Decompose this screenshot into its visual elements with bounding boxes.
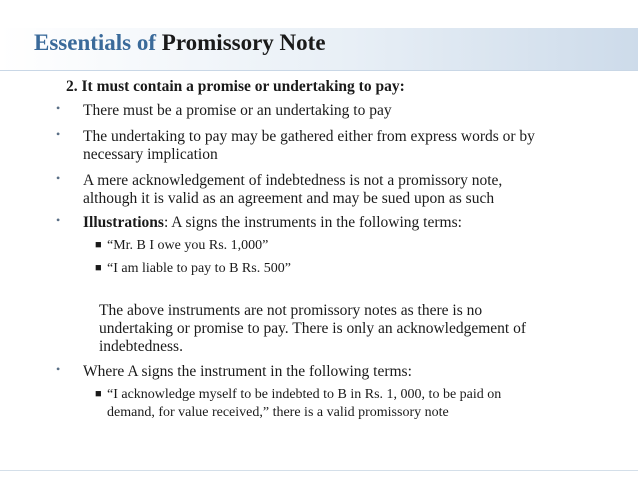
paragraph-text: undertaking or promise to pay. There is only an acknowledgement of xyxy=(99,320,526,337)
sub-bullet-icon: ■ xyxy=(95,388,102,400)
bullet-icon: • xyxy=(56,362,61,376)
bullet-text: There must be a promise or an undertaking to pay xyxy=(83,102,392,119)
bullet-text: Where A signs the instrument in the following terms: xyxy=(83,363,412,380)
bullet-icon: • xyxy=(56,213,61,227)
footer-divider xyxy=(0,470,638,471)
illustrations-line xyxy=(83,214,462,232)
bullet-text: A mere acknowledgement of indebtedness is not a promissory note, xyxy=(83,172,503,189)
bullet-icon: • xyxy=(56,127,61,141)
bullet-icon: • xyxy=(56,101,61,115)
sub-bullet-icon: ■ xyxy=(95,239,102,251)
bullet-icon: • xyxy=(56,171,61,185)
title-divider xyxy=(0,70,638,71)
bullet-text: The undertaking to pay may be gathered either from express words or by xyxy=(83,128,535,145)
sub-bullet-text: “I am liable to pay to B Rs. 500” xyxy=(107,261,291,276)
sub-bullet-text-continued: demand, for value received,” there is a valid promissory note xyxy=(107,405,449,420)
paragraph-text: indebtedness. xyxy=(99,338,183,355)
title-main: Promissory Note xyxy=(161,30,326,55)
illustrations-text: : A signs the instruments in the following terms: xyxy=(163,214,462,231)
bullet-text-continued: although it is valid as an agreement and may be sued upon as such xyxy=(83,190,495,207)
paragraph-text: The above instruments are not promissory notes as there is no xyxy=(99,302,483,319)
illustrations-label: Illustrations xyxy=(83,214,164,231)
section-heading: 2. It must contain a promise or undertaking to pay: xyxy=(66,78,405,95)
slide-title xyxy=(34,30,326,56)
title-prefix: Essentials of xyxy=(34,30,157,55)
bullet-text-continued: necessary implication xyxy=(83,146,218,163)
sub-bullet-text: “Mr. B I owe you Rs. 1,000” xyxy=(107,238,269,253)
sub-bullet-text: “I acknowledge myself to be indebted to B in Rs. 1, 000, to be paid on xyxy=(107,387,502,402)
sub-bullet-icon: ■ xyxy=(95,262,102,274)
